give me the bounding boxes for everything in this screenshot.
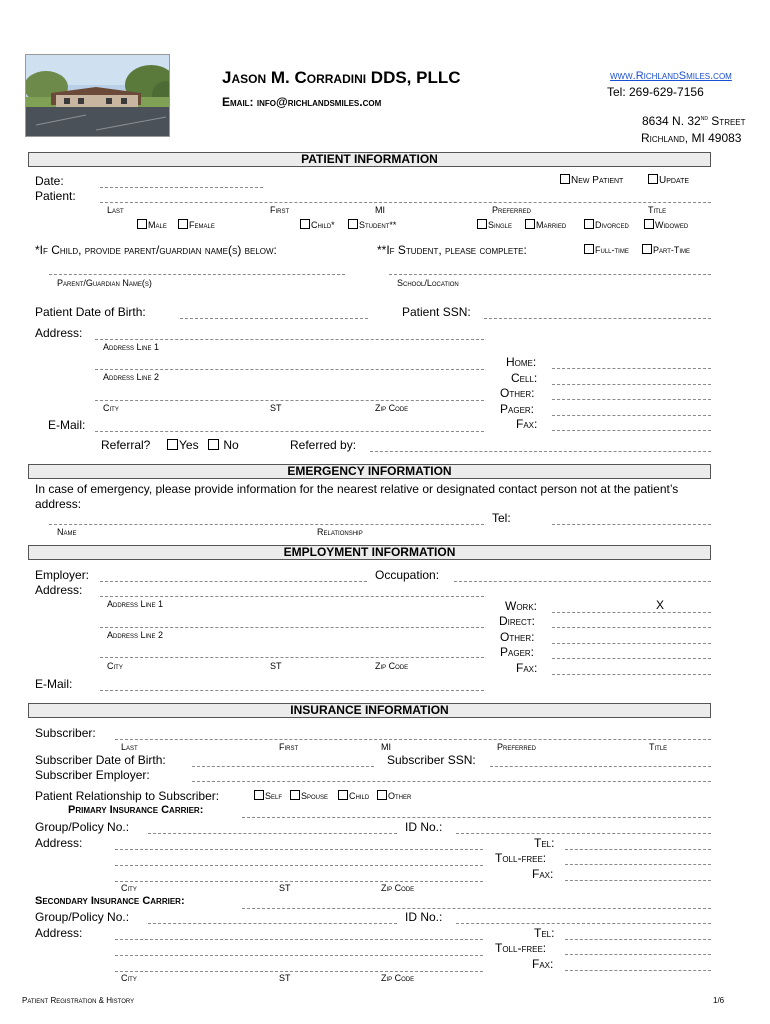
employer-label: Employer: — [35, 568, 90, 582]
emergency-instructions: In case of emergency, please provide information for the nearest relative or designated contact person not at the patient’s address: — [35, 482, 679, 511]
primary-id-label: ID No.: — [405, 820, 443, 834]
primary-address-line1-field[interactable] — [115, 849, 483, 850]
primary-tel-field[interactable] — [565, 849, 711, 850]
subscriber-name-field[interactable] — [115, 739, 711, 740]
fax-label: Fax: — [516, 417, 538, 431]
insurance-info-header: INSURANCE INFORMATION — [28, 703, 711, 718]
emergency-info-header: EMERGENCY INFORMATION — [28, 464, 711, 479]
spouse-checkbox[interactable]: Spouse — [290, 790, 328, 801]
married-checkbox[interactable]: Married — [525, 219, 566, 230]
primary-group-label: Group/Policy No.: — [35, 820, 130, 834]
mi-caption: MI — [375, 205, 385, 215]
sub-last-caption: Last — [121, 742, 138, 752]
primary-fax-field[interactable] — [565, 880, 711, 881]
city-state-zip: Richland, MI 49083 — [641, 131, 742, 145]
emp-st-caption: ST — [270, 661, 282, 671]
primary-address-label: Address: — [35, 836, 83, 850]
email-field[interactable] — [95, 431, 484, 432]
st-caption: ST — [270, 403, 282, 413]
emp-email-field[interactable] — [100, 690, 484, 691]
employment-city-field[interactable] — [100, 657, 484, 658]
sub-first-caption: First — [279, 742, 299, 752]
website-link[interactable]: www.RichlandSmiles.com — [610, 70, 732, 82]
dob-field[interactable] — [180, 318, 368, 319]
secondary-city-field[interactable] — [115, 971, 483, 972]
primary-address-line2-field[interactable] — [115, 865, 483, 866]
sub-title-caption: Title — [649, 742, 668, 752]
primary-city-field[interactable] — [115, 881, 483, 882]
address-label: Address: — [35, 326, 83, 340]
employer-field[interactable] — [100, 581, 367, 582]
address-line2-field[interactable] — [95, 369, 484, 370]
other-label: Other: — [500, 386, 535, 400]
emp-zip-caption: Zip Code — [375, 661, 409, 671]
secondary-st-caption: ST — [279, 973, 291, 983]
subscriber-ssn-label: Subscriber SSN: — [387, 753, 476, 767]
secondary-id-field[interactable] — [456, 923, 711, 924]
primary-zip-caption: Zip Code — [381, 883, 415, 893]
primary-tel-label: Tel: — [534, 836, 555, 850]
other-phone-field[interactable] — [552, 399, 711, 400]
secondary-tollfree-field[interactable] — [565, 954, 711, 955]
emp-other-label: Other: — [500, 630, 535, 644]
referral-no-checkbox[interactable]: No — [208, 438, 239, 452]
emergency-name-field[interactable] — [49, 524, 484, 525]
emp-address-line2-caption: Address Line 2 — [107, 630, 164, 640]
child-note: *If Child, provide parent/guardian name(s) below: — [35, 243, 277, 257]
employment-address-line2-field[interactable] — [100, 627, 484, 628]
employment-address-line1-field[interactable] — [100, 596, 484, 597]
address-line2-caption: Address Line 2 — [103, 372, 160, 382]
primary-fax-label: Fax: — [532, 867, 554, 881]
page-number: 1/6 — [713, 996, 725, 1005]
self-checkbox[interactable]: Self — [254, 790, 282, 801]
work-label: Work: — [505, 599, 537, 613]
home-label: Home: — [506, 355, 537, 369]
practice-email: Email: info@richlandsmiles.com — [222, 95, 382, 109]
other-rel-checkbox[interactable]: Other — [377, 790, 411, 801]
secondary-address-line1-field[interactable] — [115, 939, 483, 940]
first-caption: First — [270, 205, 290, 215]
emp-address-line1-caption: Address Line 1 — [107, 599, 164, 609]
secondary-fax-label: Fax: — [532, 957, 554, 971]
secondary-tel-field[interactable] — [565, 939, 711, 940]
employment-info-header: EMPLOYMENT INFORMATION — [28, 545, 711, 560]
preferred-caption: Preferred — [492, 205, 532, 215]
secondary-city-caption: City — [121, 973, 137, 983]
secondary-address-label: Address: — [35, 926, 83, 940]
subscriber-dob-label: Subscriber Date of Birth: — [35, 753, 166, 767]
ssn-label: Patient SSN: — [402, 305, 471, 319]
child-rel-checkbox[interactable]: Child — [338, 790, 369, 801]
student-note: **If Student, please complete: — [377, 243, 527, 257]
full-time-checkbox[interactable]: Full-time — [584, 244, 629, 255]
student-checkbox[interactable]: Student** — [348, 219, 396, 230]
secondary-tel-label: Tel: — [534, 926, 555, 940]
primary-st-caption: ST — [279, 883, 291, 893]
primary-id-field[interactable] — [456, 833, 711, 834]
primary-carrier-field[interactable] — [242, 817, 711, 818]
direct-phone-field[interactable] — [552, 627, 711, 628]
patient-info-header: PATIENT INFORMATION — [28, 152, 711, 167]
primary-tollfree-label: Toll-free: — [495, 851, 547, 865]
sub-preferred-caption: Preferred — [497, 742, 537, 752]
subscriber-ssn-field[interactable] — [490, 766, 711, 767]
zip-caption: Zip Code — [375, 403, 409, 413]
sub-mi-caption: MI — [381, 742, 391, 752]
pager-field[interactable] — [552, 415, 711, 416]
pager-label: Pager: — [500, 402, 535, 416]
single-checkbox[interactable]: Single — [477, 219, 512, 230]
referral-label: Referral? — [101, 438, 151, 452]
referred-by-label: Referred by: — [290, 438, 357, 452]
relationship-label: Patient Relationship to Subscriber: — [35, 789, 220, 803]
secondary-tollfree-label: Toll-free: — [495, 941, 547, 955]
dob-label: Patient Date of Birth: — [35, 305, 146, 319]
street-address: 8634 N. 32nd Street — [642, 114, 746, 128]
subscriber-dob-field[interactable] — [192, 766, 374, 767]
divorced-checkbox[interactable]: Divorced — [584, 219, 629, 230]
practice-tel: Tel: 269-629-7156 — [607, 85, 704, 99]
part-time-checkbox[interactable]: Part-Time — [642, 244, 690, 255]
home-phone-field[interactable] — [552, 368, 711, 369]
secondary-zip-caption: Zip Code — [381, 973, 415, 983]
work-phone-field[interactable] — [552, 612, 711, 613]
primary-carrier-label: Primary Insurance Carrier: — [68, 804, 204, 816]
emp-other-field[interactable] — [552, 643, 711, 644]
emergency-tel-field[interactable] — [552, 524, 711, 525]
primary-tollfree-field[interactable] — [565, 864, 711, 865]
secondary-address-line2-field[interactable] — [115, 955, 483, 956]
secondary-group-field[interactable] — [148, 923, 397, 924]
last-caption: Last — [107, 205, 124, 215]
parent-guardian-caption: Parent/Guardian Name(s) — [57, 278, 152, 288]
subscriber-employer-label: Subscriber Employer: — [35, 768, 150, 782]
patient-name-field[interactable] — [100, 202, 711, 203]
patient-label: Patient: — [35, 189, 76, 203]
female-checkbox[interactable]: Female — [178, 219, 215, 230]
widowed-checkbox[interactable]: Widowed — [644, 219, 688, 230]
footer-title: Patient Registration & History — [22, 996, 135, 1005]
fax-field[interactable] — [552, 430, 711, 431]
school-location-field[interactable] — [389, 274, 711, 275]
email-label: E-Mail: — [48, 418, 86, 432]
new-patient-checkbox[interactable]: New Patient — [560, 174, 623, 186]
office-photo — [25, 54, 170, 137]
emp-pager-label: Pager: — [500, 645, 535, 659]
relationship-caption: Relationship — [317, 527, 363, 537]
occupation-field[interactable] — [454, 581, 711, 582]
subscriber-label: Subscriber: — [35, 726, 96, 740]
emp-fax-label: Fax: — [516, 661, 538, 675]
secondary-group-label: Group/Policy No.: — [35, 910, 130, 924]
primary-group-field[interactable] — [148, 833, 397, 834]
occupation-label: Occupation: — [375, 568, 440, 582]
secondary-id-label: ID No.: — [405, 910, 443, 924]
employment-address-label: Address: — [35, 583, 83, 597]
address-line1-caption: Address Line 1 — [103, 342, 160, 352]
direct-label: Direct: — [499, 614, 535, 628]
secondary-carrier-field[interactable] — [242, 908, 711, 909]
emp-pager-field[interactable] — [552, 658, 711, 659]
parent-guardian-field[interactable] — [49, 274, 345, 275]
address-line1-field[interactable] — [95, 339, 484, 340]
cell-phone-field[interactable] — [552, 384, 711, 385]
referral-yes-checkbox[interactable]: Yes — [167, 438, 199, 452]
referred-by-field[interactable] — [370, 451, 711, 452]
title-caption: Title — [648, 205, 667, 215]
emp-city-caption: City — [107, 661, 123, 671]
city-caption: City — [103, 403, 119, 413]
practice-name: Jason M. Corradini DDS, PLLC — [222, 68, 461, 87]
date-field[interactable] — [100, 187, 263, 188]
school-location-caption: School/Location — [397, 278, 459, 288]
emp-email-label: E-Mail: — [35, 677, 73, 691]
secondary-fax-field[interactable] — [565, 970, 711, 971]
date-label: Date: — [35, 174, 64, 188]
work-phone-value: X — [656, 598, 665, 612]
male-checkbox[interactable]: Male — [137, 219, 167, 230]
cell-label: Cell: — [511, 371, 538, 385]
emergency-tel-label: Tel: — [492, 511, 511, 525]
city-st-zip-field[interactable] — [95, 400, 484, 401]
name-caption: Name — [57, 527, 77, 537]
subscriber-employer-field[interactable] — [192, 781, 711, 782]
emp-fax-field[interactable] — [552, 674, 711, 675]
primary-city-caption: City — [121, 883, 137, 893]
secondary-carrier-label: Secondary Insurance Carrier: — [35, 895, 185, 907]
update-checkbox[interactable]: Update — [648, 174, 689, 186]
child-checkbox[interactable]: Child* — [300, 219, 335, 230]
ssn-field[interactable] — [484, 318, 711, 319]
